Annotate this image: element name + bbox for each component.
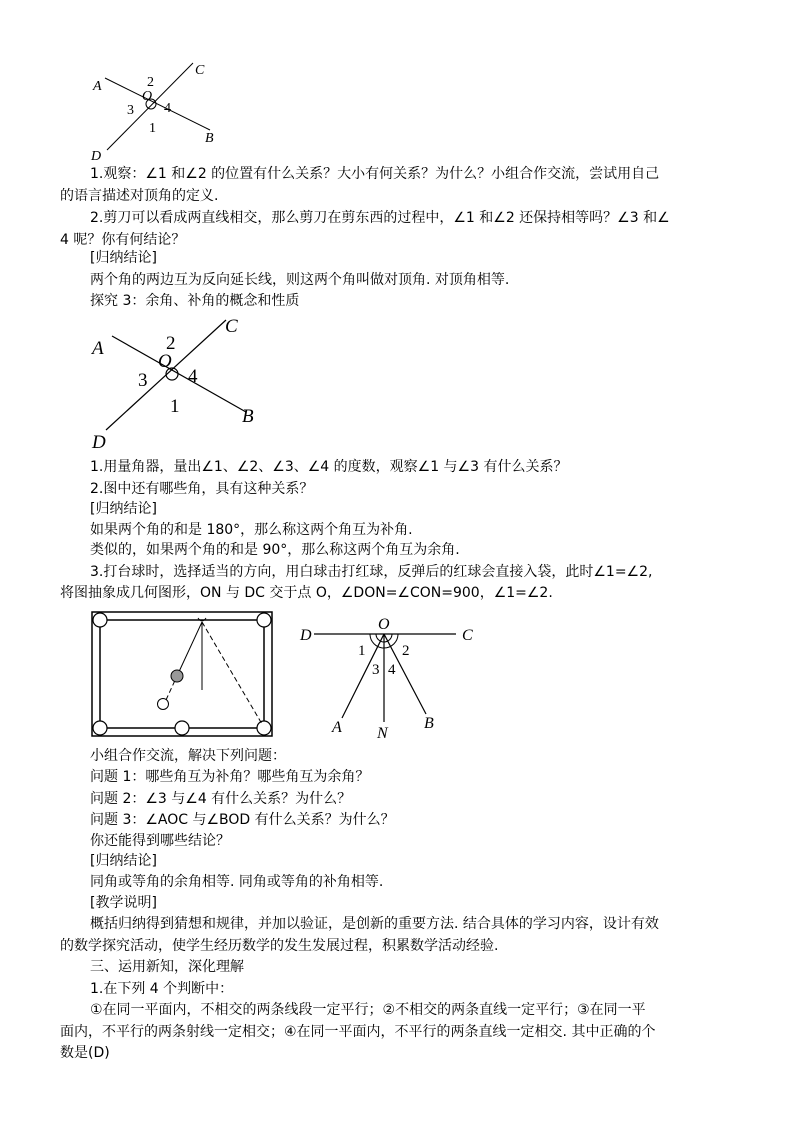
section-heading: 三、运用新知，深化理解 [90, 959, 244, 975]
figure-vertical-angles-small [85, 58, 225, 168]
angle-label-3: 3 [138, 370, 148, 391]
pocket [93, 613, 107, 627]
text-line: 4 呢？你有何结论？ [60, 232, 186, 248]
figure-angle-diagram [300, 612, 490, 742]
text-line: 问题 3：∠AOC 与∠BOD 有什么关系？为什么？ [90, 812, 395, 828]
text-line: 小组合作交流，解决下列问题： [90, 748, 286, 764]
text-line: 1.在下列 4 个判断中： [90, 981, 234, 997]
text-line: 如果两个角的和是 180°，那么称这两个角互为补角. [90, 522, 413, 538]
angle-label-2: 2 [402, 643, 410, 659]
text-line: 的数学探究活动，使学生经历数学的发生发展过程，积累数学活动经验. [60, 938, 499, 954]
point-a: A [332, 719, 342, 736]
point-d: D [300, 627, 312, 644]
angle-label-2: 2 [166, 333, 176, 354]
text-line: 的语言描述对顶角的定义. [60, 188, 219, 204]
point-d: D [91, 149, 102, 164]
point-c: C [462, 627, 473, 644]
text-line: 将图抽象成几何图形，ON 与 DC 交于点 O，∠DON=∠CON=900，∠1=∠2. [60, 585, 553, 601]
section-heading: [归纳结论] [90, 853, 157, 869]
angle-label-4: 4 [188, 366, 198, 387]
angle-label-4: 4 [388, 662, 396, 678]
section-heading: [归纳结论] [90, 250, 157, 266]
text-line: 类似的，如果两个角的和是 90°，那么称这两个角互为余角. [90, 542, 460, 558]
point-c: C [195, 63, 205, 78]
text-line: 问题 2：∠3 与∠4 有什么关系？为什么？ [90, 791, 352, 807]
point-c: C [225, 316, 238, 337]
pocket [175, 721, 189, 735]
angle-label-3: 3 [372, 662, 380, 678]
angle-label-4: 4 [164, 101, 171, 116]
angle-label-1: 1 [149, 121, 156, 136]
point-a: A [93, 79, 102, 94]
red-ball [171, 670, 183, 682]
point-o: O [158, 351, 172, 372]
section-heading: [教学说明] [90, 895, 157, 911]
text-line: 你还能得到哪些结论？ [90, 833, 230, 849]
pocket [257, 721, 271, 735]
point-a: A [92, 338, 104, 359]
point-b: B [424, 715, 434, 732]
text-line: 探究 3：余角、补角的概念和性质 [90, 293, 300, 309]
text-line: 问题 1：哪些角互为补角？哪些角互为余角？ [90, 769, 370, 785]
text-line: 1.用量角器，量出∠1、∠2、∠3、∠4 的度数，观察∠1 与∠3 有什么关系？ [90, 459, 568, 475]
text-line: 两个角的两边互为反向延长线，则这两个角叫做对顶角. 对顶角相等. [90, 272, 510, 288]
point-n: N [377, 725, 388, 742]
text-line: 数是(D) [60, 1045, 110, 1061]
text-line: 1.观察：∠1 和∠2 的位置有什么关系？大小有何关系？为什么？小组合作交流，尝试用自己 [90, 166, 660, 182]
angle-label-1: 1 [170, 396, 180, 417]
section-heading: [归纳结论] [90, 501, 157, 517]
point-b: B [242, 406, 254, 427]
white-ball [158, 699, 169, 710]
text-line: 概括归纳得到猜想和规律，并加以验证，是创新的重要方法. 结合具体的学习内容，设计有效 [90, 916, 659, 932]
text-line: 2.图中还有哪些角，具有这种关系？ [90, 481, 314, 497]
point-o: O [378, 616, 390, 633]
point-b: B [205, 131, 214, 146]
point-d: D [92, 432, 106, 453]
angle-label-1: 1 [358, 643, 366, 659]
text-line: 面内，不平行的两条射线一定相交；④在同一平面内，不平行的两条直线一定相交. 其中正确的个 [60, 1024, 656, 1040]
figure-vertical-angles-large [88, 312, 268, 452]
pocket [93, 721, 107, 735]
text-line: ①在同一平面内，不相交的两条线段一定平行；②不相交的两条直线一定平行；③在同一平 [90, 1002, 646, 1018]
angle-label-3: 3 [127, 103, 134, 118]
text-line: 同角或等角的余角相等. 同角或等角的补角相等. [90, 874, 384, 890]
pocket [257, 613, 271, 627]
text-line: 3.打台球时，选择适当的方向，用白球击打红球，反弹后的红球会直接入袋，此时∠1=∠2, [90, 564, 653, 580]
point-o: O [142, 89, 153, 104]
text-line: 2.剪刀可以看成两直线相交，那么剪刀在剪东西的过程中，∠1 和∠2 还保持相等吗？∠3 和∠ [90, 210, 670, 226]
figure-billiard-table [90, 610, 275, 740]
angle-label-2: 2 [147, 75, 154, 90]
